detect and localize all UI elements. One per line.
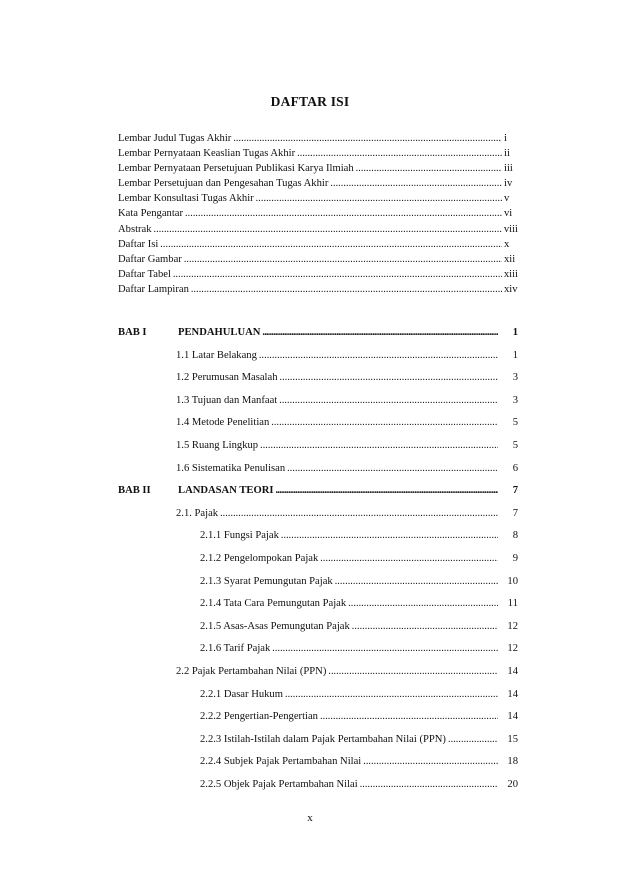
entry-page: 12 [507,620,518,632]
dot-leader [262,322,498,345]
dot-leader [233,131,502,146]
entry-page: 14 [507,665,518,677]
entry-label: Lembar Konsultasi Tugas Akhir [118,193,254,205]
dot-leader [260,435,498,458]
entry-page: 3 [512,372,518,384]
subsection-entry[interactable] [118,684,518,707]
front-matter-list [118,131,518,297]
subsection-entry[interactable] [118,706,518,729]
entry-page: 7 [512,507,518,519]
chapter-number: BAB I [118,327,147,338]
dot-leader [185,206,502,221]
chapter-toc-list [118,322,518,796]
entry-label: 2.2.4 Subjek Pajak Pertambahan Nilai [200,756,362,768]
entry-label: 1.2 Perumusan Masalah [176,372,278,384]
entry-label: LANDASAN TEORI [178,485,274,497]
entry-label: Daftar Gambar [118,253,182,265]
dot-leader [280,367,498,390]
entry-label: 1.5 Ruang Lingkup [176,439,259,451]
entry-page: viii [503,223,518,235]
entry-label: Lembar Judul Tugas Akhir [118,133,232,144]
entry-page: 11 [507,598,518,610]
entry-page: 1 [512,327,518,338]
dot-leader [271,412,498,435]
entry-page: 15 [507,733,518,745]
entry-label: Kata Pengantar [118,208,184,220]
entry-page: iii [504,163,513,175]
dot-leader [320,548,498,571]
entry-label: 2.1.3 Syarat Pemungutan Pajak [200,575,333,587]
entry-label: 2.1.1 Fungsi Pajak [200,530,279,542]
dot-leader [191,282,502,297]
entry-label: Daftar Lampiran [118,283,189,295]
entry-label: 2.1. Pajak [176,507,219,519]
chapter-number: BAB II [118,485,151,497]
entry-page: 8 [512,530,518,542]
entry-label: Lembar Pernyataan Persetujuan Publikasi Karya Ilmiah [118,163,354,175]
entry-page: 18 [507,756,518,768]
dot-leader [279,390,498,413]
subsection-entry[interactable] [118,751,518,774]
entry-label: Lembar Pernyataan Keaslian Tugas Akhir [118,148,296,160]
dot-leader [448,729,498,752]
section-entry[interactable] [118,345,518,368]
dot-leader [360,774,498,797]
entry-page: 10 [507,575,518,587]
dot-leader [356,161,502,176]
entry-page: ii [504,148,510,160]
entry-label: 2.1.5 Asas-Asas Pemungutan Pajak [200,620,350,632]
dot-leader [259,345,498,368]
entry-page: i [504,133,507,144]
entry-page: 3 [512,394,518,406]
entry-page: xiv [504,283,518,295]
section-entry[interactable] [118,412,518,435]
page-title: DAFTAR ISI [270,94,350,109]
entry-label: 1.1 Latar Belakang [176,349,257,361]
dot-leader [320,706,498,729]
entry-label: 2.1.6 Tarif Pajak [200,643,271,655]
section-entry[interactable] [118,367,518,390]
front-matter-entry[interactable] [118,131,518,146]
entry-label: 2.2.1 Dasar Hukum [200,688,283,700]
entry-page: iv [504,178,513,190]
entry-label: 2.2.2 Pengertian-Pengertian [200,711,318,723]
section-entry[interactable] [118,435,518,458]
section-entry[interactable] [118,503,518,526]
front-matter-entry[interactable] [118,146,518,161]
subsection-entry[interactable] [118,729,518,752]
entry-page: 14 [507,688,518,700]
front-matter-entry[interactable] [118,252,518,267]
entry-label: 2.2.5 Objek Pajak Pertambahan Nilai [200,778,358,790]
dot-leader [328,661,498,684]
subsection-entry[interactable] [118,638,518,661]
front-matter-entry[interactable] [118,206,518,221]
section-entry[interactable] [118,661,518,684]
front-matter-entry[interactable] [118,161,518,176]
dot-leader [184,252,502,267]
front-matter-entry[interactable] [118,282,518,297]
entry-page: vi [504,208,513,220]
entry-label: Daftar Tabel [118,268,171,280]
entry-page: 20 [507,778,518,790]
entry-page: 9 [512,552,518,564]
front-matter-entry[interactable] [118,222,518,237]
subsection-entry[interactable] [118,774,518,797]
entry-page: xii [504,253,516,265]
front-matter-entry[interactable] [118,267,518,282]
entry-page: 7 [512,485,518,497]
dot-leader [363,751,498,774]
subsection-entry[interactable] [118,616,518,639]
entry-label: 2.2.3 Istilah-Istilah dalam Pajak Pertambahan Nilai (PPN) [200,733,446,745]
dot-leader [352,616,498,639]
entry-label: 1.3 Tujuan dan Manfaat [176,394,278,406]
entry-page: 1 [512,349,518,361]
entry-page: 6 [512,462,518,474]
dot-leader [256,191,502,206]
dot-leader [287,458,498,481]
entry-label: 1.6 Sistematika Penulisan [176,462,286,474]
section-entry[interactable] [118,458,518,481]
chapter-entry[interactable] [118,480,518,503]
entry-label: Lembar Persetujuan dan Pengesahan Tugas Akhir [118,178,329,190]
subsection-entry[interactable] [118,525,518,548]
front-matter-entry[interactable] [118,237,518,252]
entry-label: 2.1.4 Tata Cara Pemungutan Pajak [200,598,347,610]
entry-page: x [504,238,510,250]
dot-leader [335,571,498,594]
chapter-entry[interactable] [118,322,518,345]
entry-label: 1.4 Metode Penelitian [176,417,270,429]
subsection-entry[interactable] [118,548,518,571]
entry-page: 5 [512,417,518,429]
entry-label: Daftar Isi [118,238,159,250]
section-entry[interactable] [118,390,518,413]
dot-leader [272,638,498,661]
entry-label: 2.2 Pajak Pertambahan Nilai (PPN) [176,665,327,677]
entry-page: 12 [507,643,518,655]
front-matter-entry[interactable] [118,176,518,191]
dot-leader [330,176,502,191]
dot-leader [154,222,502,237]
dot-leader [220,503,498,526]
entry-page: v [504,193,510,205]
subsection-entry[interactable] [118,571,518,594]
dot-leader [281,525,498,548]
entry-label: Abstrak [118,223,152,235]
entry-label: PENDAHULUAN [178,327,261,338]
page-number: x [307,812,313,824]
dot-leader [285,684,498,707]
dot-leader [173,267,502,282]
front-matter-entry[interactable] [118,191,518,206]
dot-leader [275,480,498,503]
entry-page: xiii [503,268,518,280]
dot-leader [297,146,502,161]
entry-page: 14 [507,711,518,723]
subsection-entry[interactable] [118,593,518,616]
dot-leader [160,237,502,252]
entry-label: 2.1.2 Pengelompokan Pajak [200,552,319,564]
dot-leader [348,593,498,616]
entry-page: 5 [512,439,518,451]
